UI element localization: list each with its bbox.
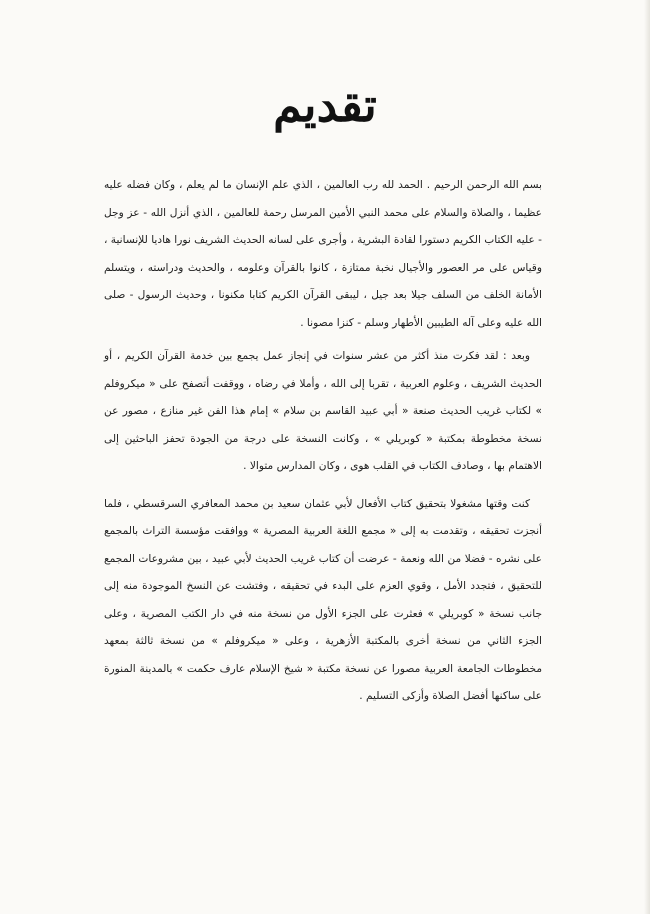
paragraph-manuscripts: كنت وقتها مشغولا بتحقيق كتاب الأفعال لأبي عثمان سعيد بن محمد المعافري السرقسطي ، فلما أنجزت تحقيقه ، وتقدمت به إلى « مجمع اللغة العربية المصرية » ووافقت مؤسسة التراث بالمجمع على نشره - فضلا من الله ونعمة - عرضت أن كتاب غريب الحديث لأبي عبيد ، بين مشروعات المجمع للتحقيق ، فتجدد الأمل ، وقوي العزم على البدء في تحقيقه ، وفتشت عن النسخ الموجودة منه إلى جانب نسخة « كوبريلي » فعثرت على الجزء الأول من نسخة منه في دار الكتب المصرية ، وعلى الجزء الثاني من نسخة أخرى بالمكتبة الأزهرية ، وعلى « ميكروفلم » من نسخة ثالثة بمعهد مخطوطات الجامعة العربية مصورا عن نسخة مكتبة « شيخ الإسلام عارف حكمت » بالمدينة المنورة على ساكنها أفضل الصلاة وأزكى التسليم .: [104, 497, 542, 702]
paragraph-intent: وبعد : لقد فكرت منذ أكثر من عشر سنوات في إنجاز عمل يجمع بين خدمة القرآن الكريم ، أو الحديث الشريف ، وعلوم العربية ، تقربا إلى الله ، وأملا في رضاه ، ووقفت أتصفح على « ميكروفلم » لكتاب غريب الحديث صنعة « أبي عبيد القاسم بن سلام » إمام هذا الفن غير منازع ، مصور عن نسخة مخطوطة بمكتبة « كوبريلي » ، وكانت النسخة على درجة من الجودة تحفز الباحثين إلى الاهتمام بها ، وصادف الكتاب في القلب هوى ، وكان المدارس متوالا .: [104, 350, 542, 472]
scan-edge-shadow: [644, 0, 650, 914]
paragraph-opening: بسم الله الرحمن الرحيم . الحمد لله رب العالمين ، الذي علم الإنسان ما لم يعلم ، وكان فضله عليه عظيما ، والصلاة والسلام على محمد النبي الأمين المرسل رحمة للعالمين ، الذي أنزل الله - عز وجل - عليه الكتاب الكريم دستورا لقادة البشرية ، وأجرى على لسانه الحديث الشريف نورا هاديا للإنسانية ، وقياس على مر العصور والأجيال نخبة ممتازة ، كانوا بالقرآن وعلومه ، والحديث ودراسته ، ويتسلم الأمانة الخلف من السلف جيلا بعد جيل ، ليبقى القرآن الكريم كتابا مكنونا ، وحديث الرسول - صلى الله عليه وعلى آله الطيبين الأطهار وسلم - كنزا مصونا .: [104, 179, 542, 329]
page-title: تقديم: [273, 78, 377, 132]
document-body: [104, 172, 542, 711]
